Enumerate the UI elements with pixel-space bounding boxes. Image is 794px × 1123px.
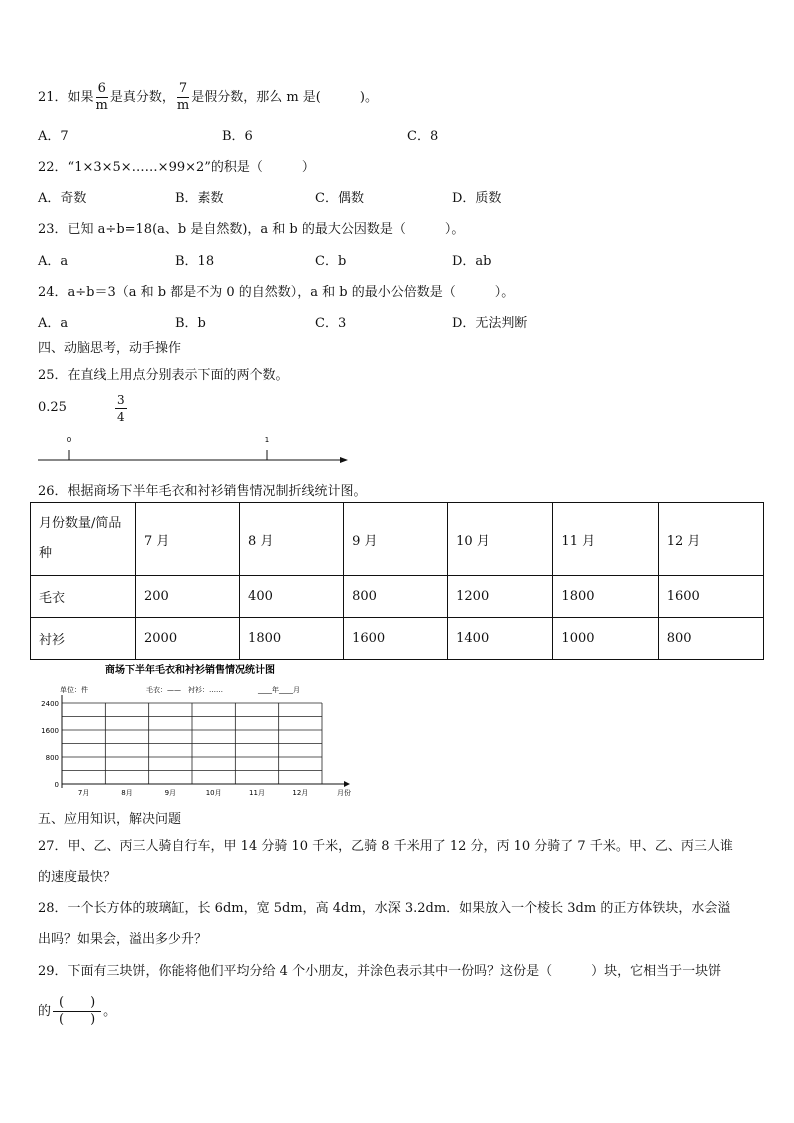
table-header-cell: 11 月	[553, 503, 658, 576]
q29-answer-fraction[interactable]	[53, 995, 101, 1028]
chart-date-label: ____年____月	[258, 686, 300, 694]
chart-unit-label: 单位：件	[60, 686, 88, 694]
number-line-arrow	[340, 457, 348, 463]
chart-legend: 毛衣：—— 衬衫：……	[146, 686, 223, 694]
table-row	[31, 618, 764, 660]
q25-fraction-numerator: 3	[117, 393, 125, 407]
section-4-heading: 四、动脑思考，动手操作	[38, 341, 182, 356]
table-cell: 1000	[553, 618, 658, 660]
chart-x-tick-label: 10月	[205, 789, 222, 797]
q26-text: 26．根据商场下半年毛衣和衬衫销售情况制折线统计图。	[38, 484, 367, 499]
table-header-cell: 10 月	[448, 503, 553, 576]
q25-fraction-denominator: 4	[117, 410, 125, 424]
table-cell: 400	[240, 576, 344, 618]
q21	[38, 78, 378, 118]
table-cell: 2000	[136, 618, 240, 660]
table-header-cell: 月份数量/简品种	[31, 503, 136, 576]
q25-text: 25．在直线上用点分别表示下面的两个数。	[38, 368, 289, 383]
q28-line-1: 28．一个长方体的玻璃缸，长 6dm，宽 5dm，高 4dm，水深 3.2dm．如果放入一个棱长 3dm 的正方体铁块，水会溢	[38, 901, 731, 916]
q23-option-d[interactable]: D．ab	[452, 254, 492, 269]
q21-option-b[interactable]: B．6	[222, 129, 253, 144]
table-cell: 1600	[344, 618, 448, 660]
chart-y-tick-label: 1600	[41, 727, 59, 735]
q24-option-c[interactable]: C．3	[315, 316, 347, 331]
chart-y-tick-label: 2400	[41, 700, 59, 708]
chart-x-tick-label: 11月	[249, 789, 265, 797]
q22-text: 22．“1×3×5×……×99×2”的积是（ ）	[38, 160, 315, 175]
table-cell: 1800	[240, 618, 344, 660]
section-5-heading: 五、应用知识，解决问题	[38, 812, 182, 827]
q21-fraction-1	[96, 81, 108, 114]
chart-x-tick-label: 8月	[121, 789, 133, 797]
q24-text: 24．a÷b＝3（a 和 b 都是不为 0 的自然数），a 和 b 的最小公倍数是（ ）。	[38, 285, 515, 300]
table-cell: 800	[658, 618, 763, 660]
q21-mid: 是真分数，	[109, 90, 175, 105]
table-cell: 1800	[553, 576, 658, 618]
table-row	[31, 576, 764, 618]
table-header-cell: 9 月	[344, 503, 448, 576]
q29-line-1: 29．下面有三块饼，你能将他们平均分给 4 个小朋友，并涂色表示其中一份吗？这份是（ ）块，它相当于一块饼	[38, 964, 722, 979]
table-header-cell: 8 月	[240, 503, 344, 576]
q21-fraction-2	[177, 81, 189, 114]
number-line-label-1: 1	[264, 436, 270, 444]
q23-option-a[interactable]: A．a	[38, 254, 69, 269]
q21-f1-numerator: 6	[96, 81, 108, 98]
table-header-cell: 7 月	[136, 503, 240, 576]
q23-option-b[interactable]: B．18	[175, 254, 215, 269]
q21-f2-denominator: m	[176, 98, 190, 113]
table-cell: 200	[136, 576, 240, 618]
chart-x-axis-label: 月份	[337, 789, 351, 797]
number-line-label-0: 0	[66, 436, 72, 444]
q28-line-2: 出吗？如果会，溢出多少升？	[38, 932, 208, 947]
table-cell: 衬衫	[31, 618, 136, 660]
q24-option-d[interactable]: D．无法判断	[452, 316, 528, 331]
q24-option-a[interactable]: A．a	[38, 316, 69, 331]
table-cell: 1600	[658, 576, 763, 618]
q22-option-d[interactable]: D．质数	[452, 191, 502, 206]
table-cell: 1400	[448, 618, 553, 660]
q25-number-fraction	[113, 392, 129, 425]
q27-line-2: 的速度最快？	[38, 870, 117, 885]
chart-x-tick-label: 7月	[77, 789, 90, 797]
sales-table	[30, 502, 764, 660]
line-chart-grid[interactable]	[30, 660, 360, 800]
q21-pre: 21．如果	[38, 90, 94, 105]
q25-number-line[interactable]	[36, 432, 356, 468]
q29-numerator-blank[interactable]: ( )	[53, 995, 101, 1012]
table-header-row	[31, 503, 764, 576]
q29-post: 。	[103, 1004, 117, 1019]
q22-option-a[interactable]: A．奇数	[38, 191, 87, 206]
q21-option-a[interactable]: A．7	[38, 129, 69, 144]
q21-option-c[interactable]: C．8	[407, 129, 439, 144]
table-cell: 800	[344, 576, 448, 618]
q21-f1-denominator: m	[95, 98, 108, 113]
q29-line-2	[38, 992, 116, 1032]
q24-option-b[interactable]: B．b	[175, 316, 206, 331]
q29-denominator-blank[interactable]: ( )	[59, 1012, 96, 1027]
q25-number-decimal: 0.25	[38, 400, 67, 415]
q21-f2-numerator: 7	[177, 81, 189, 98]
q23-option-c[interactable]: C．b	[315, 254, 347, 269]
chart-x-axis-arrow	[344, 781, 350, 787]
chart-x-tick-label: 9月	[164, 789, 177, 797]
chart-title: 商场下半年毛衣和衬衫销售情况统计图	[105, 665, 275, 676]
q22-option-b[interactable]: B．素数	[175, 191, 224, 206]
table-cell: 毛衣	[31, 576, 136, 618]
chart-y-tick-label: 0	[54, 781, 59, 789]
chart-x-tick-label: 12月	[292, 789, 309, 797]
q27-line-1: 27．甲、乙、丙三人骑自行车，甲 14 分骑 10 千米，乙骑 8 千米用了 12 分，丙 10 分骑了 7 千米。甲、乙、丙三人谁	[38, 839, 733, 854]
table-cell: 1200	[448, 576, 553, 618]
table-header-cell: 12 月	[658, 503, 763, 576]
chart-y-tick-label: 800	[45, 754, 59, 762]
q21-post: 是假分数，那么 m 是( )。	[191, 90, 378, 105]
q23-text: 23．已知 a÷b=18(a、b 是自然数)，a 和 b 的最大公因数是（ ）。	[38, 222, 465, 237]
q29-pre: 的	[38, 1004, 52, 1019]
q22-option-c[interactable]: C．偶数	[315, 191, 364, 206]
